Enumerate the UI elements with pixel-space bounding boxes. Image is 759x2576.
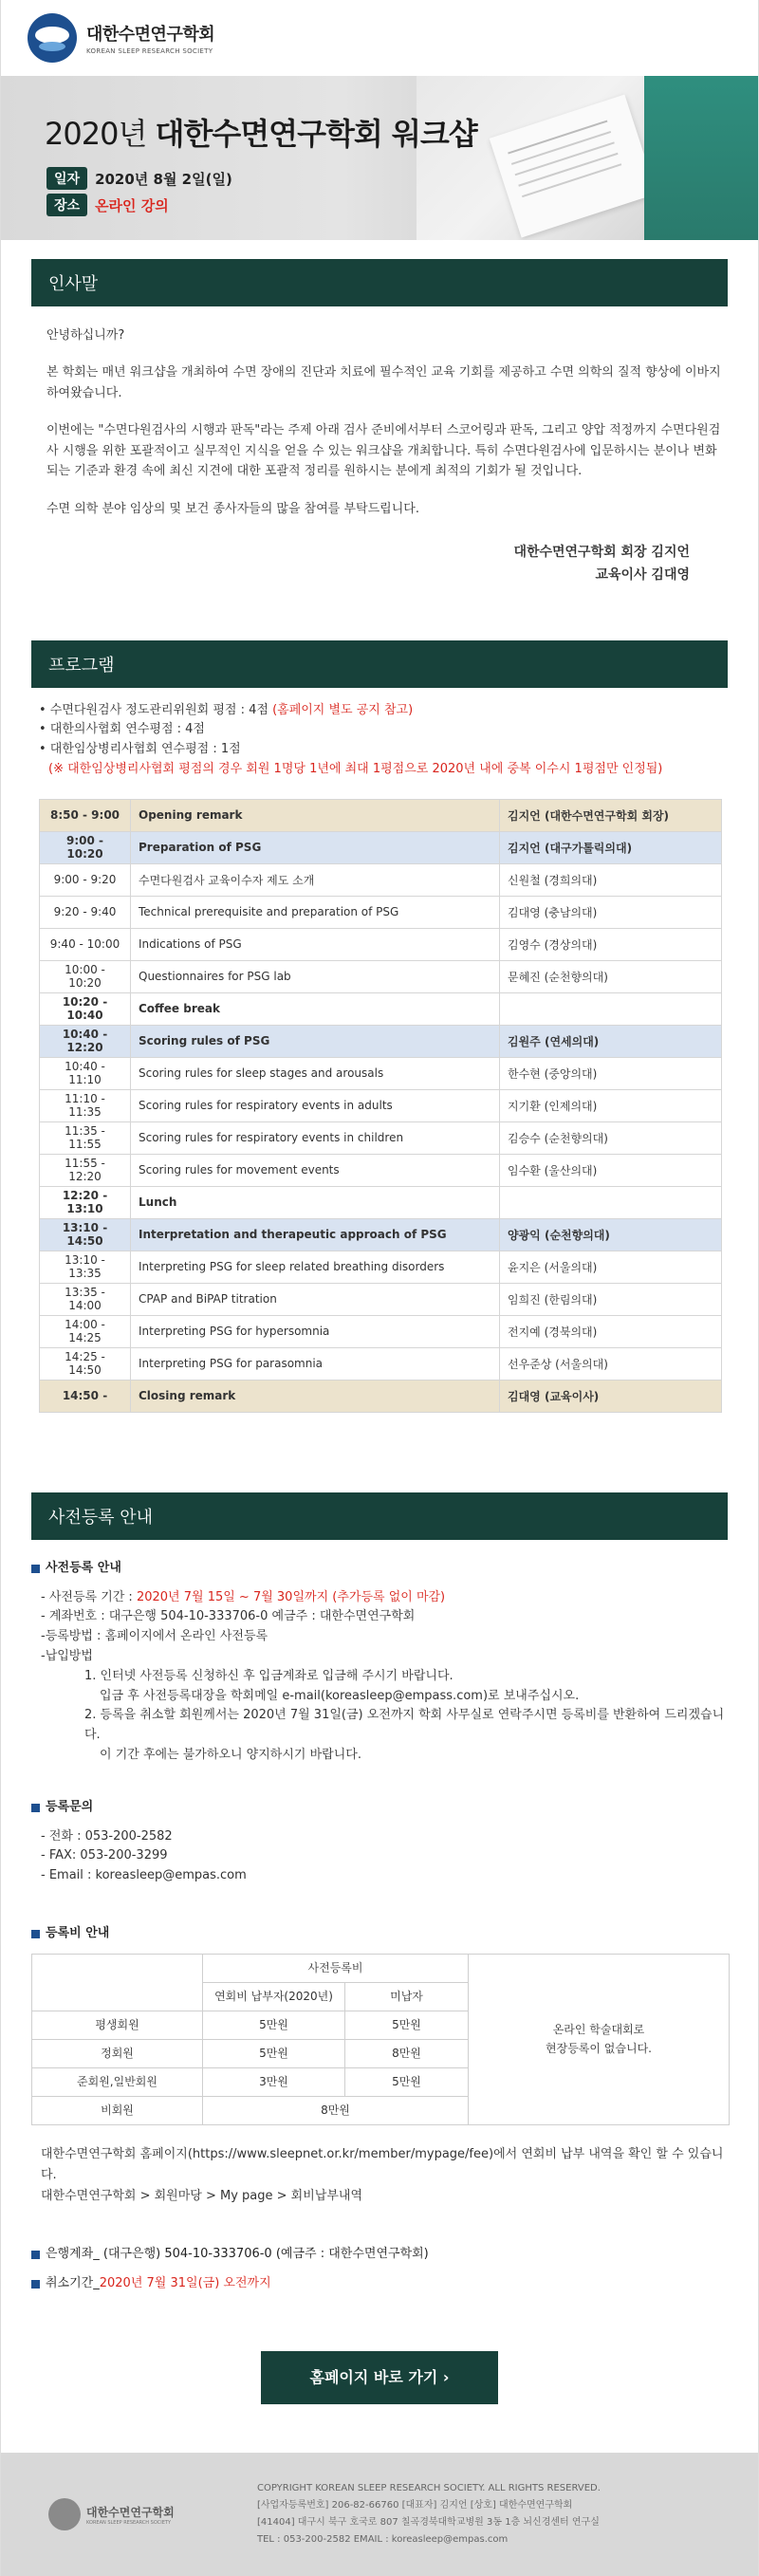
reg-pay2b: 이 기간 후에는 불가하오니 양지하시기 바랍니다. <box>100 1748 361 1763</box>
program-time: 9:40 - 10:00 <box>40 928 131 960</box>
program-speaker: 양광익 (순천향의대) <box>500 1218 722 1251</box>
program-row <box>40 863 722 896</box>
program-time: 9:00 - 10:20 <box>40 831 131 863</box>
fee-side-line1: 온라인 학술대회로 <box>552 2022 645 2036</box>
signature-director: 교육이사 김대영 <box>595 566 690 583</box>
reg-info-heading-text: 사전등록 안내 <box>46 1560 121 1575</box>
logo-text <box>86 21 214 55</box>
program-title: Scoring rules for respiratory events in children <box>131 1121 500 1154</box>
program-table <box>39 799 722 1413</box>
program-row <box>40 1057 722 1089</box>
fee-side-line2: 현장등록이 없습니다. <box>546 2042 652 2056</box>
bullet-square-icon <box>31 1565 40 1573</box>
program-section-title: 프로그램 <box>31 640 728 688</box>
program-time: 14:25 - 14:50 <box>40 1347 131 1380</box>
contact-heading-text: 등록문의 <box>46 1799 94 1814</box>
program-speaker: 김대영 (교육이사) <box>500 1380 722 1412</box>
fee-paid: 3만원 <box>203 2067 345 2096</box>
greeting-p2: 본 학회는 매년 워크샵을 개최하여 수면 장애의 진단과 치료에 필수적인 교육 기회를 제공하고 수면 의학의 질적 향상에 이바지하여왔습니다. <box>46 365 721 400</box>
fee-table <box>31 1954 730 2125</box>
fee-col-paid: 연회비 납부자(2020년) <box>203 1982 345 2011</box>
program-title: Closing remark <box>131 1380 500 1412</box>
reg-period <box>41 1588 728 1608</box>
fee-unpaid: 5만원 <box>345 2067 469 2096</box>
event-info <box>46 167 232 220</box>
footer-logo-text <box>81 2504 175 2526</box>
fee-note <box>31 2144 728 2207</box>
contact-heading <box>31 1798 728 1818</box>
cancel-line <box>31 2274 728 2294</box>
program-speaker: 문혜진 (순천향의대) <box>500 960 722 992</box>
footer-logo-title: 대한수면연구학회 <box>86 2505 175 2519</box>
program-row <box>40 1251 722 1283</box>
footer-copyright: COPYRIGHT KOREAN SLEEP RESEARCH SOCIETY. ALL RIGHTS RESERVED. <box>257 2483 601 2493</box>
program-title: Interpreting PSG for hypersomnia <box>131 1315 500 1347</box>
greeting-p3: 이번에는 "수면다원검사의 시행과 판독"라는 주제 아래 검사 준비에서부터 스코어링과 판독, 그리고 양압 적정까지 수면다원검사 시행을 위한 포괄적이고 실무적인 지식을 얻을 수 있는 워크샵을 개최합니다. 특히 수면다원검사에 입문하시는 분이나 변화되는 기준과 환경 속에 최신 지견에 대한 포괄적 정리를 원하시는 분에게 최적의 기회가 될 것입니다. <box>46 423 721 479</box>
program-time: 14:00 - 14:25 <box>40 1315 131 1347</box>
program-time: 10:00 - 10:20 <box>40 960 131 992</box>
program-title: Coffee break <box>131 992 500 1025</box>
program-time: 13:35 - 14:00 <box>40 1283 131 1315</box>
program-time: 11:10 - 11:35 <box>40 1089 131 1121</box>
registration-body <box>1 1540 758 2404</box>
program-time: 13:10 - 14:50 <box>40 1218 131 1251</box>
program-row <box>40 1218 722 1251</box>
footer-logo-subtitle: KOREAN SLEEP RESEARCH SOCIETY <box>86 2519 172 2526</box>
contact-email[interactable]: - Email : koreasleep@empas.com <box>41 1868 247 1883</box>
button-wrap <box>31 2351 728 2404</box>
program-title: 수면다원검사 교육이수자 제도 소개 <box>131 863 500 896</box>
date-value: 2020년 8월 2일(일) <box>95 170 232 188</box>
title-name: 대한수면연구학회 워크샵 <box>155 116 477 152</box>
program-row <box>40 1347 722 1380</box>
footer-address: [41404] 대구시 북구 호국로 807 칠곡경북대학교병원 3동 1층 뇌신경센터 연구실 <box>257 2517 600 2528</box>
reg-info-list <box>31 1588 728 1766</box>
program-title: Questionnaires for PSG lab <box>131 960 500 992</box>
program-speaker <box>500 1186 722 1218</box>
cancel-label: 취소기간_ <box>46 2275 100 2290</box>
program-row <box>40 1025 722 1057</box>
fee-type: 비회원 <box>32 2096 203 2124</box>
logo-title: 대한수면연구학회 <box>86 25 215 45</box>
contact-list <box>31 1827 728 1886</box>
program-row <box>40 1186 722 1218</box>
program-row <box>40 1315 722 1347</box>
program-title: Interpreting PSG for parasomnia <box>131 1347 500 1380</box>
program-speaker: 지기환 (인제의대) <box>500 1089 722 1121</box>
program-title: Opening remark <box>131 799 500 831</box>
note1-red: (홈페이지 별도 공지 참고) <box>272 702 414 717</box>
contact-fax: - FAX: 053-200-3299 <box>41 1848 168 1863</box>
reg-pay1: 1. 인터넷 사전등록 신청하신 후 입금계좌로 입금해 주시기 바랍니다. <box>84 1668 454 1683</box>
fee-heading-text: 등록비 안내 <box>46 1926 110 1940</box>
greeting-section-title: 인사말 <box>31 259 728 306</box>
bullet-square-icon <box>31 1804 40 1812</box>
program-time: 11:55 - 12:20 <box>40 1154 131 1186</box>
program-speaker: 김지언 (대구가톨릭의대) <box>500 831 722 863</box>
hero-banner <box>1 76 758 240</box>
program-speaker: 김원주 (연세의대) <box>500 1025 722 1057</box>
fee-corner <box>32 1954 203 2011</box>
program-speaker: 김지언 (대한수면연구학회 회장) <box>500 799 722 831</box>
society-logo-icon <box>28 13 77 63</box>
program-title: Interpreting PSG for sleep related breathing disorders <box>131 1251 500 1283</box>
program-row <box>40 928 722 960</box>
program-speaker: 김승수 (순천향의대) <box>500 1121 722 1154</box>
program-row <box>40 1283 722 1315</box>
greeting-p1: 안녕하십니까? <box>46 328 125 343</box>
contact-tel: - 전화 : 053-200-2582 <box>41 1828 173 1844</box>
program-time: 9:00 - 9:20 <box>40 863 131 896</box>
note-kamt-credit: • 대한임상병리사협회 연수평점 : 1점 <box>39 742 241 757</box>
program-speaker: 김대영 (충남의대) <box>500 896 722 928</box>
reg-method: -등록방법 : 홈페이지에서 온라인 사전등록 <box>41 1629 268 1644</box>
fee-heading <box>31 1924 728 1944</box>
footer-info <box>257 2480 601 2548</box>
place-value: 온라인 강의 <box>95 196 169 214</box>
bank-line <box>31 2245 728 2265</box>
fee-note-line1[interactable]: 대한수면연구학회 홈페이지(https://www.sleepnet.or.kr/member/mypage/fee)에서 연회비 납부 내역을 확인 할 수 있습니다. <box>41 2146 724 2182</box>
footer-contact: TEL : 053-200-2582 EMAIL : koreasleep@empas.com <box>257 2534 509 2545</box>
program-time: 14:50 - <box>40 1380 131 1412</box>
fee-paid: 5만원 <box>203 2039 345 2067</box>
title-year: 2020년 <box>45 116 147 152</box>
program-row <box>40 831 722 863</box>
program-speaker: 선우준상 (서울의대) <box>500 1347 722 1380</box>
date-row <box>46 167 232 190</box>
fee-type: 준회원,일반회원 <box>32 2067 203 2096</box>
program-row <box>40 992 722 1025</box>
note-psg-credit <box>39 701 720 721</box>
fee-note-line2: 대한수면연구학회 > 회원마당 > My page > 회비납부내역 <box>41 2188 363 2203</box>
fee-header: 사전등록비 <box>203 1954 469 1982</box>
fee-type: 정회원 <box>32 2039 203 2067</box>
program-title: Preparation of PSG <box>131 831 500 863</box>
program-time: 12:20 - 13:10 <box>40 1186 131 1218</box>
program-row <box>40 1154 722 1186</box>
program-speaker: 전지예 (경북의대) <box>500 1315 722 1347</box>
bullet-square-icon <box>31 1930 40 1938</box>
footer-logo-icon <box>48 2498 81 2530</box>
program-speaker <box>500 992 722 1025</box>
program-title: Scoring rules of PSG <box>131 1025 500 1057</box>
signature-president: 대한수면연구학회 회장 김지언 <box>513 545 690 561</box>
fee-side-note <box>469 1954 730 2124</box>
reg-info-heading <box>31 1559 728 1579</box>
bullet-square-icon <box>31 2251 40 2259</box>
bullet-square-icon <box>31 2280 40 2289</box>
reg-period-value: 2020년 7월 15일 ~ 7월 30일까지 (추가등록 없이 마감) <box>136 1589 446 1604</box>
place-tag: 장소 <box>46 194 87 216</box>
place-row <box>46 194 232 216</box>
program-speaker: 한수현 (중앙의대) <box>500 1057 722 1089</box>
program-time: 10:40 - 12:20 <box>40 1025 131 1057</box>
footer-business: [사업자등록번호] 206-82-66760 [대표자] 김지언 [상호] 대한수면연구학회 <box>257 2500 573 2511</box>
program-title: Lunch <box>131 1186 500 1218</box>
fee-paid: 5만원 <box>203 2011 345 2039</box>
program-title: Scoring rules for respiratory events in adults <box>131 1089 500 1121</box>
footer <box>1 2453 759 2576</box>
program-row <box>40 896 722 928</box>
greeting-body <box>1 306 758 587</box>
program-time: 9:20 - 9:40 <box>40 896 131 928</box>
program-title: Scoring rules for movement events <box>131 1154 500 1186</box>
footer-logo <box>48 2498 219 2530</box>
homepage-button[interactable]: 홈페이지 바로 가기 › <box>261 2351 498 2404</box>
note-kamt-warning: (※ 대한임상병리사협회 평점의 경우 회원 1명당 1년에 최대 1평점으로 2020년 내에 중복 이수시 1평점만 인정됨) <box>48 762 663 777</box>
program-notes <box>1 688 758 789</box>
program-row <box>40 960 722 992</box>
fee-unpaid: 5만원 <box>345 2011 469 2039</box>
program-title: Interpretation and therapeutic approach of PSG <box>131 1218 500 1251</box>
program-time: 11:35 - 11:55 <box>40 1121 131 1154</box>
fee-col-unpaid: 미납자 <box>345 1982 469 2011</box>
program-speaker: 임희진 (한림의대) <box>500 1283 722 1315</box>
date-tag: 일자 <box>46 167 87 190</box>
registration-section-title: 사전등록 안내 <box>31 1492 728 1540</box>
program-time: 8:50 - 9:00 <box>40 799 131 831</box>
logo-subtitle: KOREAN SLEEP RESEARCH SOCIETY <box>86 47 213 55</box>
reg-pay: -납입방법 <box>41 1649 93 1664</box>
doctor-coat-image <box>644 76 758 240</box>
program-title: Indications of PSG <box>131 928 500 960</box>
reg-period-label: - 사전등록 기간 : <box>41 1589 137 1604</box>
program-row <box>40 1089 722 1121</box>
fee-unpaid: 8만원 <box>345 2039 469 2067</box>
reg-account: - 계좌번호 : 대구은행 504-10-333706-0 예금주 : 대한수면연구학회 <box>41 1609 416 1624</box>
bank-text: 은행계좌_ (대구은행) 504-10-333706-0 (예금주 : 대한수면연구학회) <box>46 2247 429 2262</box>
reg-pay1b: 입금 후 사전등록대장을 학회메일 e-mail(koreasleep@empass.com)로 보내주십시오. <box>100 1688 580 1703</box>
program-speaker: 윤지은 (서울의대) <box>500 1251 722 1283</box>
note1-text: • 수면다원검사 정도관리위원회 평점 : 4점 <box>39 702 268 717</box>
greeting-p4: 수면 의학 분야 임상의 및 보건 종사자들의 많을 참여를 부탁드립니다. <box>46 501 419 516</box>
program-title: CPAP and BiPAP titration <box>131 1283 500 1315</box>
program-time: 10:40 - 11:10 <box>40 1057 131 1089</box>
program-time: 13:10 - 13:35 <box>40 1251 131 1283</box>
program-title: Technical prerequisite and preparation of PSG <box>131 896 500 928</box>
page-title <box>45 110 477 154</box>
logo-bar <box>1 0 758 76</box>
note-kma-credit: • 대한의사협회 연수평점 : 4점 <box>39 722 205 737</box>
program-speaker: 신원철 (경희의대) <box>500 863 722 896</box>
fee-type: 평생회원 <box>32 2011 203 2039</box>
fee-nonmember: 8만원 <box>203 2096 469 2124</box>
reg-pay2: 2. 등록을 취소할 회원께서는 2020년 7월 31일(금) 오전까지 학회 사무실로 연락주시면 등록비를 반환하여 드리겠습니다. <box>84 1708 725 1743</box>
program-time: 10:20 - 10:40 <box>40 992 131 1025</box>
program-row <box>40 1121 722 1154</box>
program-speaker: 임수환 (울산의대) <box>500 1154 722 1186</box>
program-row <box>40 799 722 831</box>
program-title: Scoring rules for sleep stages and arousals <box>131 1057 500 1089</box>
cancel-value: 2020년 7월 31일(금) 오전까지 <box>99 2275 271 2290</box>
program-speaker: 김영수 (경상의대) <box>500 928 722 960</box>
program-row <box>40 1380 722 1412</box>
greeting-signature <box>46 542 728 587</box>
